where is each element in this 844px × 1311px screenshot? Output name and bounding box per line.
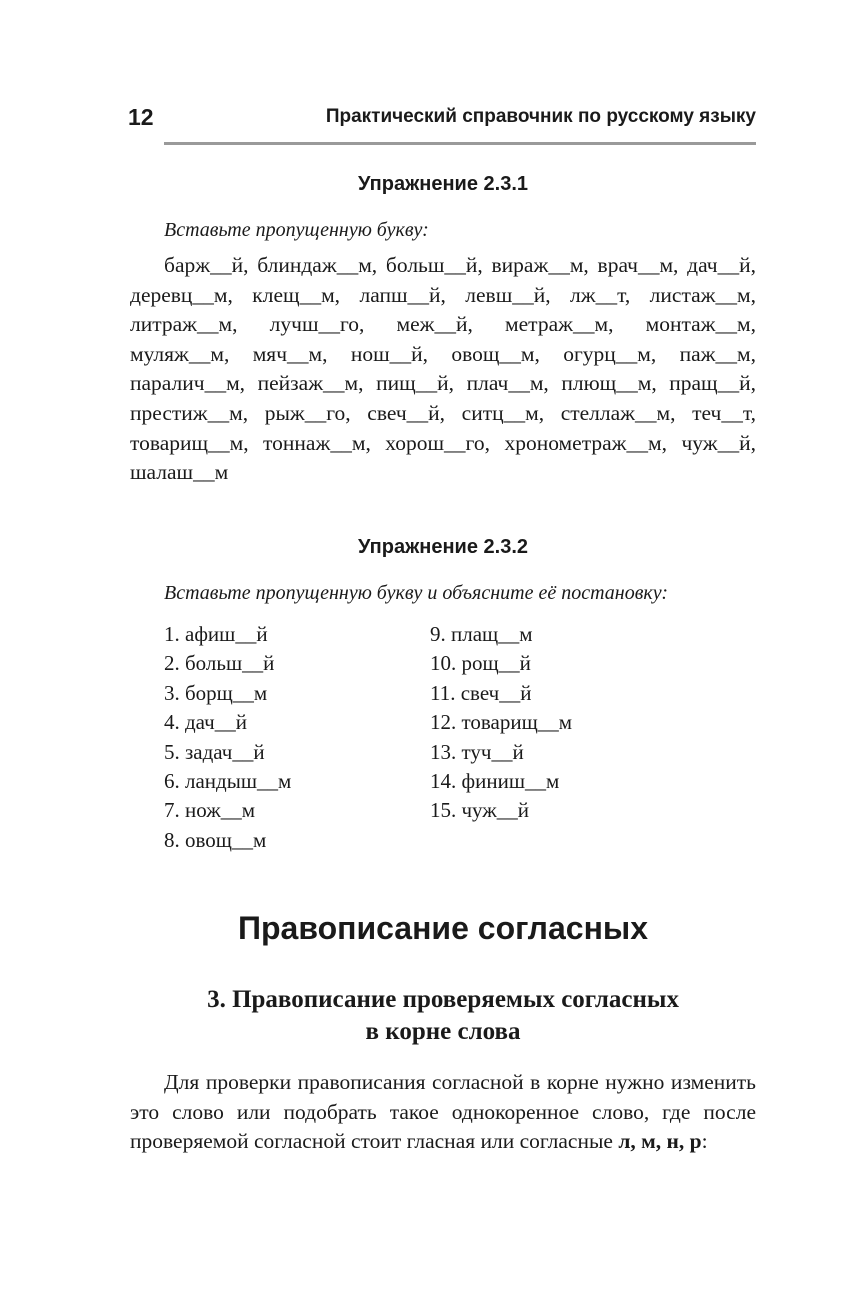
list-item: 1. афиш__й (164, 622, 268, 646)
list-item: 8. овощ__м (164, 827, 267, 852)
body-paragraph-bold-letters: л, м, н, р (618, 1129, 702, 1154)
list-item: 4. дач__й (164, 710, 247, 735)
body-paragraph-text: Для проверки правописания согласной в корне нужно изменить это слово или подобрать такое однокоренное слово, где после проверяемой согласной стоит гласная или согласные (130, 1070, 756, 1154)
exercise-1-instruction: Вставьте пропущенную букву: (164, 219, 429, 241)
subsection-title-line-1: 3. Правописание проверяемых согласных (207, 986, 679, 1013)
exercise-1-word-list: барж__й, блиндаж__м, больш__й, вираж__м, врач__м, дач__й, деревц__м, клещ__м, лапш__й, левш__й, лж__т, листаж__м, литраж__м, лучш__го, меж__й, метраж__м, монтаж__м, муляж__м, мяч__м, нош__й, овощ__м, огурц__м, паж__м, паралич__м, пейзаж__м, пищ__й, плач__м, плющ__м, пращ__й, престиж__м, рыж__го, свеч__й, ситц__м, стеллаж__м, теч__т, товарищ__м, тоннаж__м, хорош__го, хронометраж__м, чуж__й, шалаш__м (130, 253, 756, 485)
list-item: 5. задач__й (164, 739, 265, 764)
list-item: 3. борщ__м (164, 680, 268, 705)
exercise-1-heading: Упражнение 2.3.1 (357, 173, 529, 195)
list-item: 14. финиш__м (430, 769, 560, 794)
running-title: Практический справочник по русскому языку (325, 106, 756, 127)
body-paragraph-end: : (701, 1129, 708, 1154)
exercise-2-column-2 (430, 620, 572, 826)
exercise-2-heading: Упражнение 2.3.2 (357, 536, 529, 558)
subsection-title (130, 984, 756, 1048)
page-number: 12 (128, 104, 154, 130)
list-item: 2. больш__й (164, 651, 275, 676)
subsection-title-line-2: в корне слова (365, 1018, 521, 1045)
list-item: 11. свеч__й (430, 680, 532, 705)
exercise-2-column-1 (164, 620, 291, 855)
list-item: 15. чуж__й (430, 798, 530, 823)
list-item: 10. рощ__й (430, 651, 531, 676)
section-title: Правописание согласных (237, 910, 649, 946)
list-item: 6. ландыш__м (164, 769, 292, 794)
list-item: 9. плащ__м (430, 622, 533, 646)
list-item: 7. нож__м (164, 798, 256, 823)
body-paragraph (130, 1068, 756, 1157)
exercise-2-instruction: Вставьте пропущенную букву и объясните её постановку: (164, 582, 669, 604)
list-item: 13. туч__й (430, 739, 524, 764)
list-item: 12. товарищ__м (430, 710, 573, 735)
header-rule (164, 142, 756, 145)
